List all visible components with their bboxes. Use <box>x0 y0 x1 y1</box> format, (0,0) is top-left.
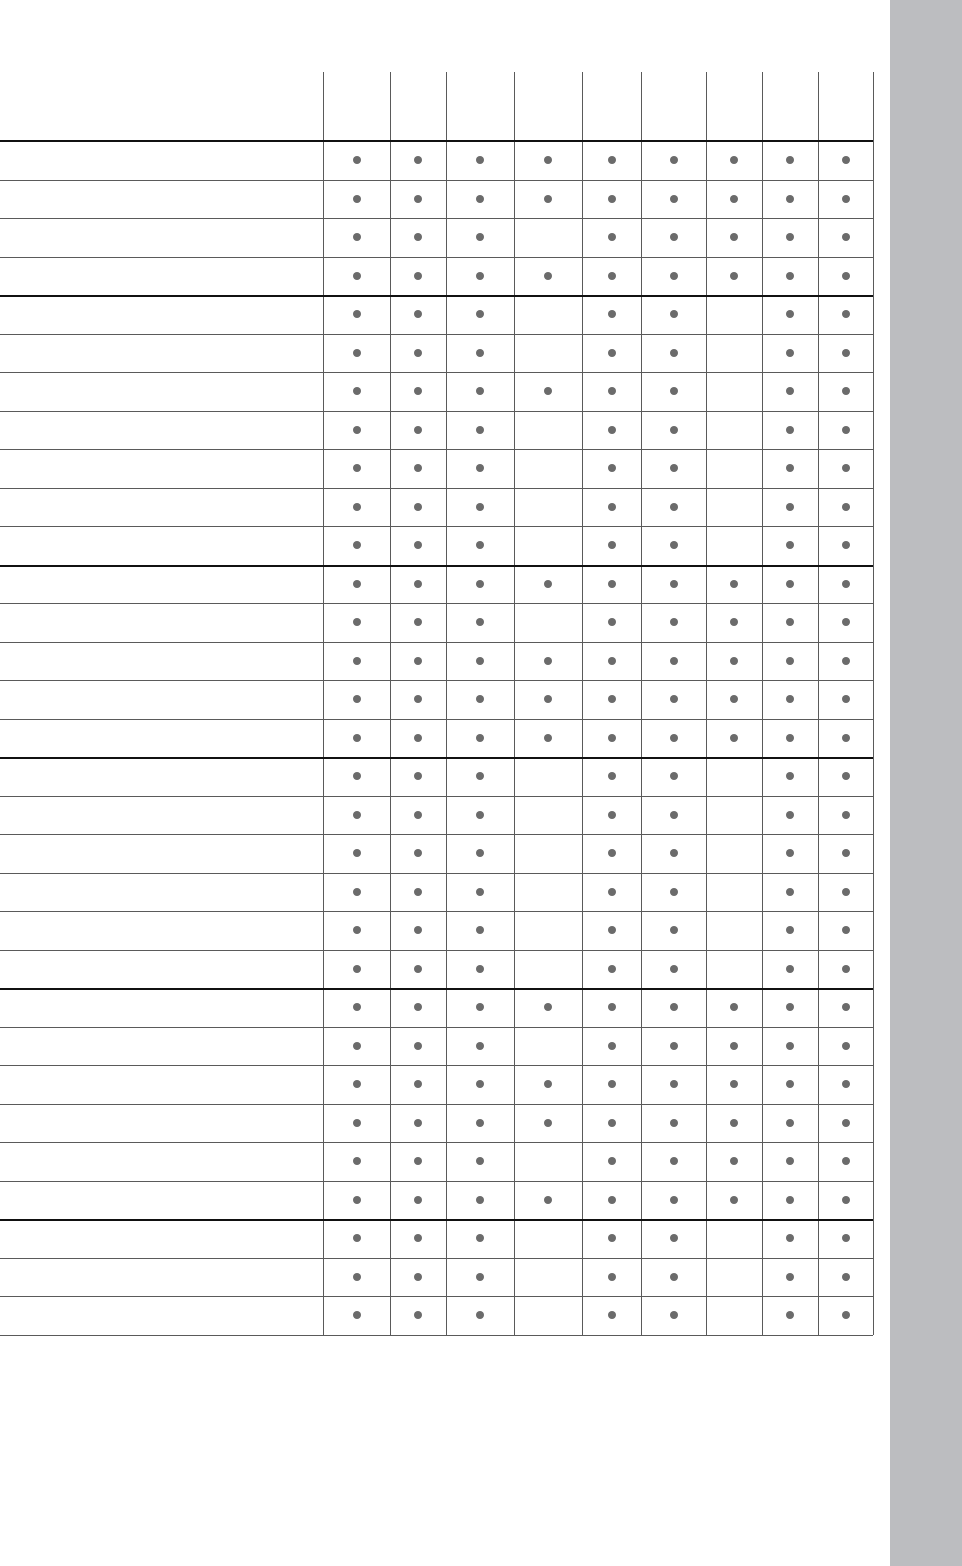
feature-dot-icon <box>476 618 484 626</box>
row-rule <box>0 449 873 450</box>
column-divider <box>514 72 515 1335</box>
feature-dot-icon <box>476 1003 484 1011</box>
feature-dot-icon <box>476 1234 484 1242</box>
feature-dot-icon <box>544 272 552 280</box>
row-rule <box>0 719 873 720</box>
feature-dot-icon <box>842 426 850 434</box>
row-rule <box>0 1104 873 1105</box>
feature-dot-icon <box>476 811 484 819</box>
feature-dot-icon <box>786 926 794 934</box>
feature-dot-icon <box>670 1080 678 1088</box>
feature-dot-icon <box>476 1080 484 1088</box>
feature-dot-icon <box>608 1119 616 1127</box>
feature-dot-icon <box>414 310 422 318</box>
row-rule <box>0 180 873 181</box>
feature-dot-icon <box>353 1273 361 1281</box>
feature-dot-icon <box>353 195 361 203</box>
feature-dot-icon <box>786 426 794 434</box>
feature-dot-icon <box>608 1003 616 1011</box>
feature-dot-icon <box>476 233 484 241</box>
feature-dot-icon <box>730 695 738 703</box>
feature-dot-icon <box>353 580 361 588</box>
feature-dot-icon <box>670 1042 678 1050</box>
feature-dot-icon <box>608 1311 616 1319</box>
feature-dot-icon <box>353 811 361 819</box>
feature-dot-icon <box>730 734 738 742</box>
feature-dot-icon <box>608 734 616 742</box>
column-header <box>514 72 582 140</box>
feature-dot-icon <box>842 349 850 357</box>
feature-dot-icon <box>608 464 616 472</box>
feature-dot-icon <box>353 1234 361 1242</box>
feature-dot-icon <box>544 1196 552 1204</box>
feature-dot-icon <box>842 156 850 164</box>
feature-dot-icon <box>414 965 422 973</box>
feature-dot-icon <box>786 849 794 857</box>
column-divider <box>873 72 874 1335</box>
feature-dot-icon <box>608 618 616 626</box>
feature-dot-icon <box>608 541 616 549</box>
row-rule <box>0 911 873 912</box>
feature-dot-icon <box>670 310 678 318</box>
feature-dot-icon <box>353 1157 361 1165</box>
feature-dot-icon <box>730 1003 738 1011</box>
group-rule <box>0 295 873 297</box>
feature-dot-icon <box>842 1196 850 1204</box>
row-rule <box>0 526 873 527</box>
feature-dot-icon <box>842 580 850 588</box>
feature-dot-icon <box>670 695 678 703</box>
feature-dot-icon <box>414 926 422 934</box>
feature-dot-icon <box>414 272 422 280</box>
feature-dot-icon <box>414 618 422 626</box>
row-rule <box>0 680 873 681</box>
feature-dot-icon <box>842 657 850 665</box>
feature-dot-icon <box>670 1196 678 1204</box>
feature-dot-icon <box>353 734 361 742</box>
feature-dot-icon <box>476 772 484 780</box>
feature-dot-icon <box>476 195 484 203</box>
feature-dot-icon <box>670 580 678 588</box>
row-rule <box>0 642 873 643</box>
feature-dot-icon <box>670 464 678 472</box>
feature-dot-icon <box>414 156 422 164</box>
feature-dot-icon <box>476 1273 484 1281</box>
feature-dot-icon <box>414 349 422 357</box>
feature-dot-icon <box>608 1157 616 1165</box>
feature-dot-icon <box>414 888 422 896</box>
row-rule <box>0 1027 873 1028</box>
group-rule <box>0 1219 873 1221</box>
feature-dot-icon <box>608 695 616 703</box>
feature-dot-icon <box>476 464 484 472</box>
feature-dot-icon <box>670 233 678 241</box>
feature-dot-icon <box>842 695 850 703</box>
feature-dot-icon <box>670 811 678 819</box>
feature-dot-icon <box>353 464 361 472</box>
feature-dot-icon <box>786 734 794 742</box>
feature-dot-icon <box>608 772 616 780</box>
feature-dot-icon <box>670 926 678 934</box>
feature-dot-icon <box>353 618 361 626</box>
feature-dot-icon <box>786 965 794 973</box>
feature-dot-icon <box>608 1234 616 1242</box>
feature-dot-icon <box>786 1311 794 1319</box>
feature-dot-icon <box>544 156 552 164</box>
feature-dot-icon <box>842 233 850 241</box>
feature-dot-icon <box>476 695 484 703</box>
row-rule <box>0 1065 873 1066</box>
feature-dot-icon <box>353 1080 361 1088</box>
feature-dot-icon <box>544 657 552 665</box>
feature-dot-icon <box>353 349 361 357</box>
feature-dot-icon <box>842 195 850 203</box>
column-divider <box>762 72 763 1335</box>
feature-dot-icon <box>353 1119 361 1127</box>
column-divider <box>818 72 819 1335</box>
feature-dot-icon <box>786 464 794 472</box>
feature-dot-icon <box>786 1003 794 1011</box>
feature-dot-icon <box>414 1273 422 1281</box>
feature-dot-icon <box>353 156 361 164</box>
feature-dot-icon <box>476 310 484 318</box>
feature-dot-icon <box>786 195 794 203</box>
feature-dot-icon <box>670 1273 678 1281</box>
feature-dot-icon <box>842 1311 850 1319</box>
feature-dot-icon <box>842 926 850 934</box>
feature-dot-icon <box>670 503 678 511</box>
feature-dot-icon <box>353 965 361 973</box>
row-rule <box>0 603 873 604</box>
feature-dot-icon <box>476 580 484 588</box>
feature-dot-icon <box>842 965 850 973</box>
feature-dot-icon <box>842 503 850 511</box>
feature-dot-icon <box>786 503 794 511</box>
feature-dot-icon <box>670 541 678 549</box>
feature-dot-icon <box>730 156 738 164</box>
feature-dot-icon <box>670 1234 678 1242</box>
column-divider <box>323 72 324 1335</box>
feature-dot-icon <box>608 426 616 434</box>
feature-dot-icon <box>730 1042 738 1050</box>
column-divider <box>446 72 447 1335</box>
feature-dot-icon <box>544 1003 552 1011</box>
group-rule <box>0 757 873 759</box>
feature-dot-icon <box>414 387 422 395</box>
feature-dot-icon <box>414 1042 422 1050</box>
feature-dot-icon <box>414 1003 422 1011</box>
column-divider <box>582 72 583 1335</box>
feature-dot-icon <box>670 849 678 857</box>
feature-dot-icon <box>608 657 616 665</box>
feature-dot-icon <box>476 503 484 511</box>
feature-dot-icon <box>786 233 794 241</box>
feature-dot-icon <box>670 772 678 780</box>
feature-dot-icon <box>414 1157 422 1165</box>
column-header <box>390 72 446 140</box>
feature-dot-icon <box>670 888 678 896</box>
feature-dot-icon <box>476 1042 484 1050</box>
feature-dot-icon <box>730 233 738 241</box>
feature-dot-icon <box>414 541 422 549</box>
feature-dot-icon <box>608 888 616 896</box>
feature-dot-icon <box>786 1157 794 1165</box>
feature-dot-icon <box>414 426 422 434</box>
feature-dot-icon <box>414 1080 422 1088</box>
feature-dot-icon <box>730 272 738 280</box>
feature-dot-icon <box>670 1311 678 1319</box>
feature-dot-icon <box>353 503 361 511</box>
feature-dot-icon <box>414 464 422 472</box>
column-header <box>582 72 641 140</box>
feature-dot-icon <box>476 926 484 934</box>
row-rule <box>0 372 873 373</box>
feature-dot-icon <box>786 1273 794 1281</box>
feature-dot-icon <box>608 849 616 857</box>
feature-dot-icon <box>476 272 484 280</box>
side-thumb-tab <box>890 0 962 1566</box>
feature-dot-icon <box>353 233 361 241</box>
feature-dot-icon <box>786 156 794 164</box>
feature-dot-icon <box>608 195 616 203</box>
feature-dot-icon <box>842 310 850 318</box>
feature-dot-icon <box>544 195 552 203</box>
feature-dot-icon <box>670 195 678 203</box>
feature-dot-icon <box>476 1196 484 1204</box>
row-rule <box>0 873 873 874</box>
feature-dot-icon <box>414 1119 422 1127</box>
feature-dot-icon <box>353 272 361 280</box>
feature-dot-icon <box>476 1311 484 1319</box>
feature-dot-icon <box>842 888 850 896</box>
feature-dot-icon <box>353 772 361 780</box>
feature-dot-icon <box>786 695 794 703</box>
feature-dot-icon <box>414 695 422 703</box>
feature-dot-icon <box>730 1196 738 1204</box>
table-bottom-rule <box>0 1335 873 1336</box>
feature-dot-icon <box>730 1080 738 1088</box>
group-rule <box>0 988 873 990</box>
feature-dot-icon <box>608 233 616 241</box>
feature-dot-icon <box>476 965 484 973</box>
feature-dot-icon <box>670 1119 678 1127</box>
feature-dot-icon <box>544 734 552 742</box>
feature-dot-icon <box>670 1157 678 1165</box>
feature-dot-icon <box>842 811 850 819</box>
feature-dot-icon <box>670 387 678 395</box>
row-rule <box>0 257 873 258</box>
feature-dot-icon <box>476 1119 484 1127</box>
feature-dot-icon <box>414 1311 422 1319</box>
row-rule <box>0 1142 873 1143</box>
column-header <box>641 72 706 140</box>
row-rule <box>0 1296 873 1297</box>
feature-dot-icon <box>414 811 422 819</box>
feature-dot-icon <box>544 695 552 703</box>
feature-dot-icon <box>414 503 422 511</box>
row-rule <box>0 1181 873 1182</box>
feature-dot-icon <box>476 849 484 857</box>
feature-dot-icon <box>414 195 422 203</box>
feature-dot-icon <box>842 1042 850 1050</box>
feature-dot-icon <box>608 1273 616 1281</box>
feature-dot-icon <box>476 1157 484 1165</box>
row-rule <box>0 218 873 219</box>
feature-dot-icon <box>353 1003 361 1011</box>
feature-dot-icon <box>544 1080 552 1088</box>
feature-dot-icon <box>842 1003 850 1011</box>
feature-dot-icon <box>476 734 484 742</box>
column-header <box>818 72 873 140</box>
feature-dot-icon <box>353 1311 361 1319</box>
row-rule <box>0 411 873 412</box>
feature-dot-icon <box>353 387 361 395</box>
feature-dot-icon <box>608 503 616 511</box>
feature-dot-icon <box>353 541 361 549</box>
column-divider <box>641 72 642 1335</box>
feature-dot-icon <box>476 349 484 357</box>
feature-dot-icon <box>544 1119 552 1127</box>
feature-dot-icon <box>842 1080 850 1088</box>
feature-dot-icon <box>476 888 484 896</box>
feature-dot-icon <box>786 1196 794 1204</box>
feature-dot-icon <box>786 272 794 280</box>
feature-dot-icon <box>414 1196 422 1204</box>
feature-dot-icon <box>842 541 850 549</box>
feature-dot-icon <box>608 811 616 819</box>
feature-dot-icon <box>608 272 616 280</box>
feature-dot-icon <box>842 1234 850 1242</box>
feature-dot-icon <box>414 1234 422 1242</box>
group-rule <box>0 565 873 567</box>
column-header <box>762 72 818 140</box>
feature-dot-icon <box>670 618 678 626</box>
row-rule <box>0 334 873 335</box>
feature-dot-icon <box>786 387 794 395</box>
column-divider <box>390 72 391 1335</box>
feature-dot-icon <box>786 1234 794 1242</box>
feature-dot-icon <box>608 310 616 318</box>
feature-dot-icon <box>842 1273 850 1281</box>
feature-dot-icon <box>786 657 794 665</box>
row-rule <box>0 488 873 489</box>
feature-dot-icon <box>786 618 794 626</box>
feature-dot-icon <box>353 926 361 934</box>
feature-dot-icon <box>786 1042 794 1050</box>
feature-dot-icon <box>730 195 738 203</box>
feature-dot-icon <box>842 734 850 742</box>
feature-dot-icon <box>786 888 794 896</box>
feature-dot-icon <box>670 965 678 973</box>
feature-dot-icon <box>670 1003 678 1011</box>
feature-dot-icon <box>730 1157 738 1165</box>
header-rule <box>0 140 873 142</box>
feature-dot-icon <box>842 464 850 472</box>
feature-dot-icon <box>786 310 794 318</box>
feature-dot-icon <box>476 387 484 395</box>
feature-dot-icon <box>786 1080 794 1088</box>
feature-dot-icon <box>842 1119 850 1127</box>
feature-dot-icon <box>730 618 738 626</box>
feature-dot-icon <box>670 657 678 665</box>
feature-dot-icon <box>476 541 484 549</box>
feature-dot-icon <box>353 888 361 896</box>
feature-dot-icon <box>730 1119 738 1127</box>
feature-dot-icon <box>608 1042 616 1050</box>
feature-dot-icon <box>476 426 484 434</box>
feature-dot-icon <box>842 849 850 857</box>
feature-dot-icon <box>786 580 794 588</box>
feature-dot-icon <box>670 426 678 434</box>
column-divider <box>706 72 707 1335</box>
feature-dot-icon <box>786 349 794 357</box>
feature-dot-icon <box>608 926 616 934</box>
feature-dot-icon <box>842 1157 850 1165</box>
feature-dot-icon <box>353 426 361 434</box>
feature-dot-icon <box>786 541 794 549</box>
column-header <box>323 72 390 140</box>
feature-dot-icon <box>670 156 678 164</box>
feature-dot-icon <box>786 772 794 780</box>
row-rule <box>0 834 873 835</box>
feature-dot-icon <box>353 657 361 665</box>
feature-dot-icon <box>842 618 850 626</box>
feature-dot-icon <box>786 1119 794 1127</box>
feature-dot-icon <box>670 272 678 280</box>
feature-dot-icon <box>414 734 422 742</box>
feature-dot-icon <box>842 772 850 780</box>
feature-dot-icon <box>608 349 616 357</box>
feature-dot-icon <box>544 387 552 395</box>
feature-dot-icon <box>608 1196 616 1204</box>
feature-dot-icon <box>414 580 422 588</box>
feature-dot-icon <box>414 849 422 857</box>
row-rule <box>0 796 873 797</box>
feature-dot-icon <box>608 1080 616 1088</box>
feature-dot-icon <box>353 1042 361 1050</box>
feature-dot-icon <box>476 657 484 665</box>
feature-dot-icon <box>842 387 850 395</box>
feature-dot-icon <box>608 387 616 395</box>
feature-dot-icon <box>608 965 616 973</box>
feature-dot-icon <box>353 849 361 857</box>
row-rule <box>0 1258 873 1259</box>
feature-dot-icon <box>353 310 361 318</box>
feature-dot-icon <box>414 233 422 241</box>
feature-dot-icon <box>730 657 738 665</box>
column-header <box>706 72 762 140</box>
feature-dot-icon <box>608 580 616 588</box>
column-header <box>446 72 514 140</box>
feature-dot-icon <box>414 772 422 780</box>
feature-dot-icon <box>608 156 616 164</box>
feature-dot-icon <box>670 734 678 742</box>
feature-dot-icon <box>842 272 850 280</box>
row-rule <box>0 950 873 951</box>
feature-dot-icon <box>353 695 361 703</box>
feature-dot-icon <box>730 580 738 588</box>
feature-dot-icon <box>414 657 422 665</box>
feature-dot-icon <box>786 811 794 819</box>
feature-dot-icon <box>670 349 678 357</box>
feature-dot-icon <box>476 156 484 164</box>
feature-dot-icon <box>353 1196 361 1204</box>
feature-dot-icon <box>544 580 552 588</box>
